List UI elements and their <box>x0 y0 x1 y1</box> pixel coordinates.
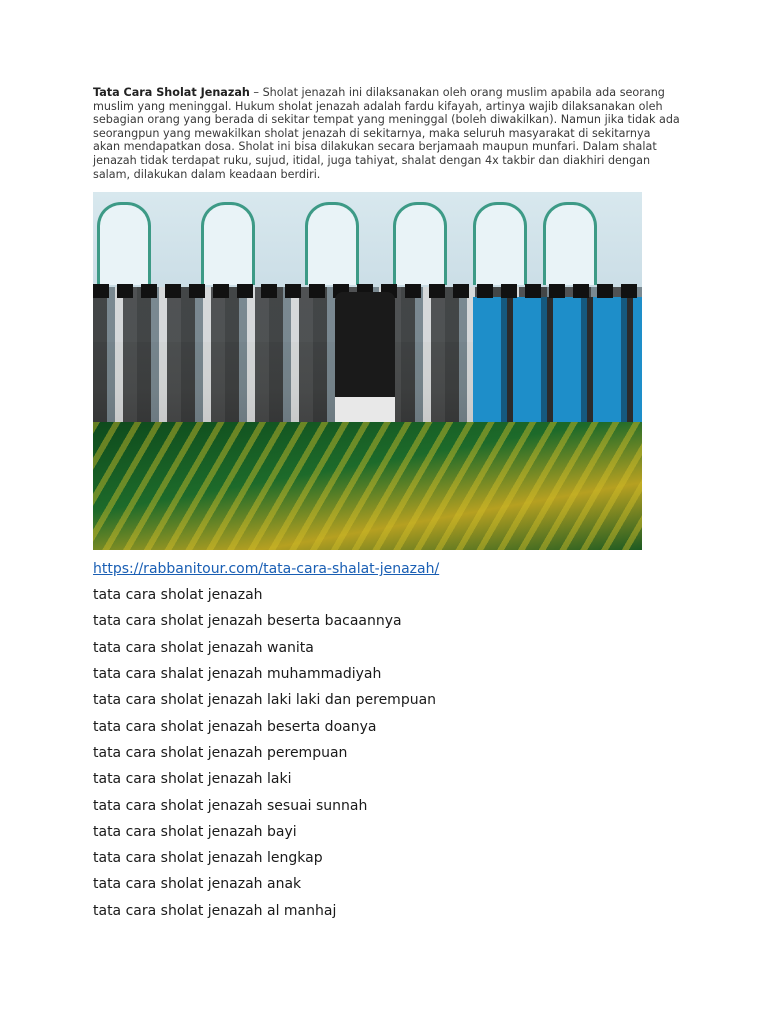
list-item: tata cara shalat jenazah muhammadiyah <box>93 666 382 683</box>
list-item: tata cara sholat jenazah laki laki dan perempuan <box>93 692 437 709</box>
intro-title: Tata Cara Sholat Jenazah <box>93 86 250 99</box>
document-content <box>93 86 683 924</box>
list-item: tata cara sholat jenazah perempuan <box>93 744 348 761</box>
window-arch <box>201 202 255 285</box>
intro-paragraph <box>93 86 681 181</box>
window-arch <box>543 202 597 285</box>
list-item: tata cara sholat jenazah lengkap <box>93 850 323 867</box>
window-arch <box>97 202 151 285</box>
list-item: tata cara sholat jenazah al manhaj <box>93 902 337 919</box>
list-item: tata cara sholat jenazah sesuai sunnah <box>93 797 368 814</box>
window-arch <box>305 202 359 285</box>
keyword-list <box>93 582 683 924</box>
list-item: tata cara sholat jenazah laki <box>93 771 292 788</box>
list-item: tata cara sholat jenazah beserta bacaannya <box>93 613 402 630</box>
coffin-cloth <box>93 422 642 550</box>
list-item: tata cara sholat jenazah bayi <box>93 823 297 840</box>
funeral-prayer-photo <box>93 192 642 550</box>
list-item: tata cara sholat jenazah wanita <box>93 639 314 656</box>
list-item: tata cara sholat jenazah <box>93 587 263 604</box>
intro-body: – Sholat jenazah ini dilaksanakan oleh orang muslim apabila ada seorang muslim yang meninggal. Hukum sholat jenazah adalah fardu kifayah, artinya wajib dilaksanakan oleh sebagian orang yang berada di sekitar tempat yang meninggal (boleh diwakilkan). Namun jika tidak ada seorangpun yang mewakilkan sholat jenazah di sekitarnya, maka seluruh masyarakat di sekitarnya akan mendapatkan dosa. Sholat ini bisa dilakukan secara berjamaah maupun munfari. Dalam shalat jenazah tidak terdapat ruku, sujud, itidal, juga tahiyat, shalat dengan 4x takbir dan diakhiri dengan salam, dilakukan dalam keadaan berdiri. <box>93 86 680 181</box>
source-link[interactable]: https://rabbanitour.com/tata-cara-shalat-jenazah/ <box>93 561 440 578</box>
window-arch <box>393 202 447 285</box>
window-arch <box>473 202 527 285</box>
list-item: tata cara sholat jenazah beserta doanya <box>93 718 377 735</box>
list-item: tata cara sholat jenazah anak <box>93 876 302 893</box>
